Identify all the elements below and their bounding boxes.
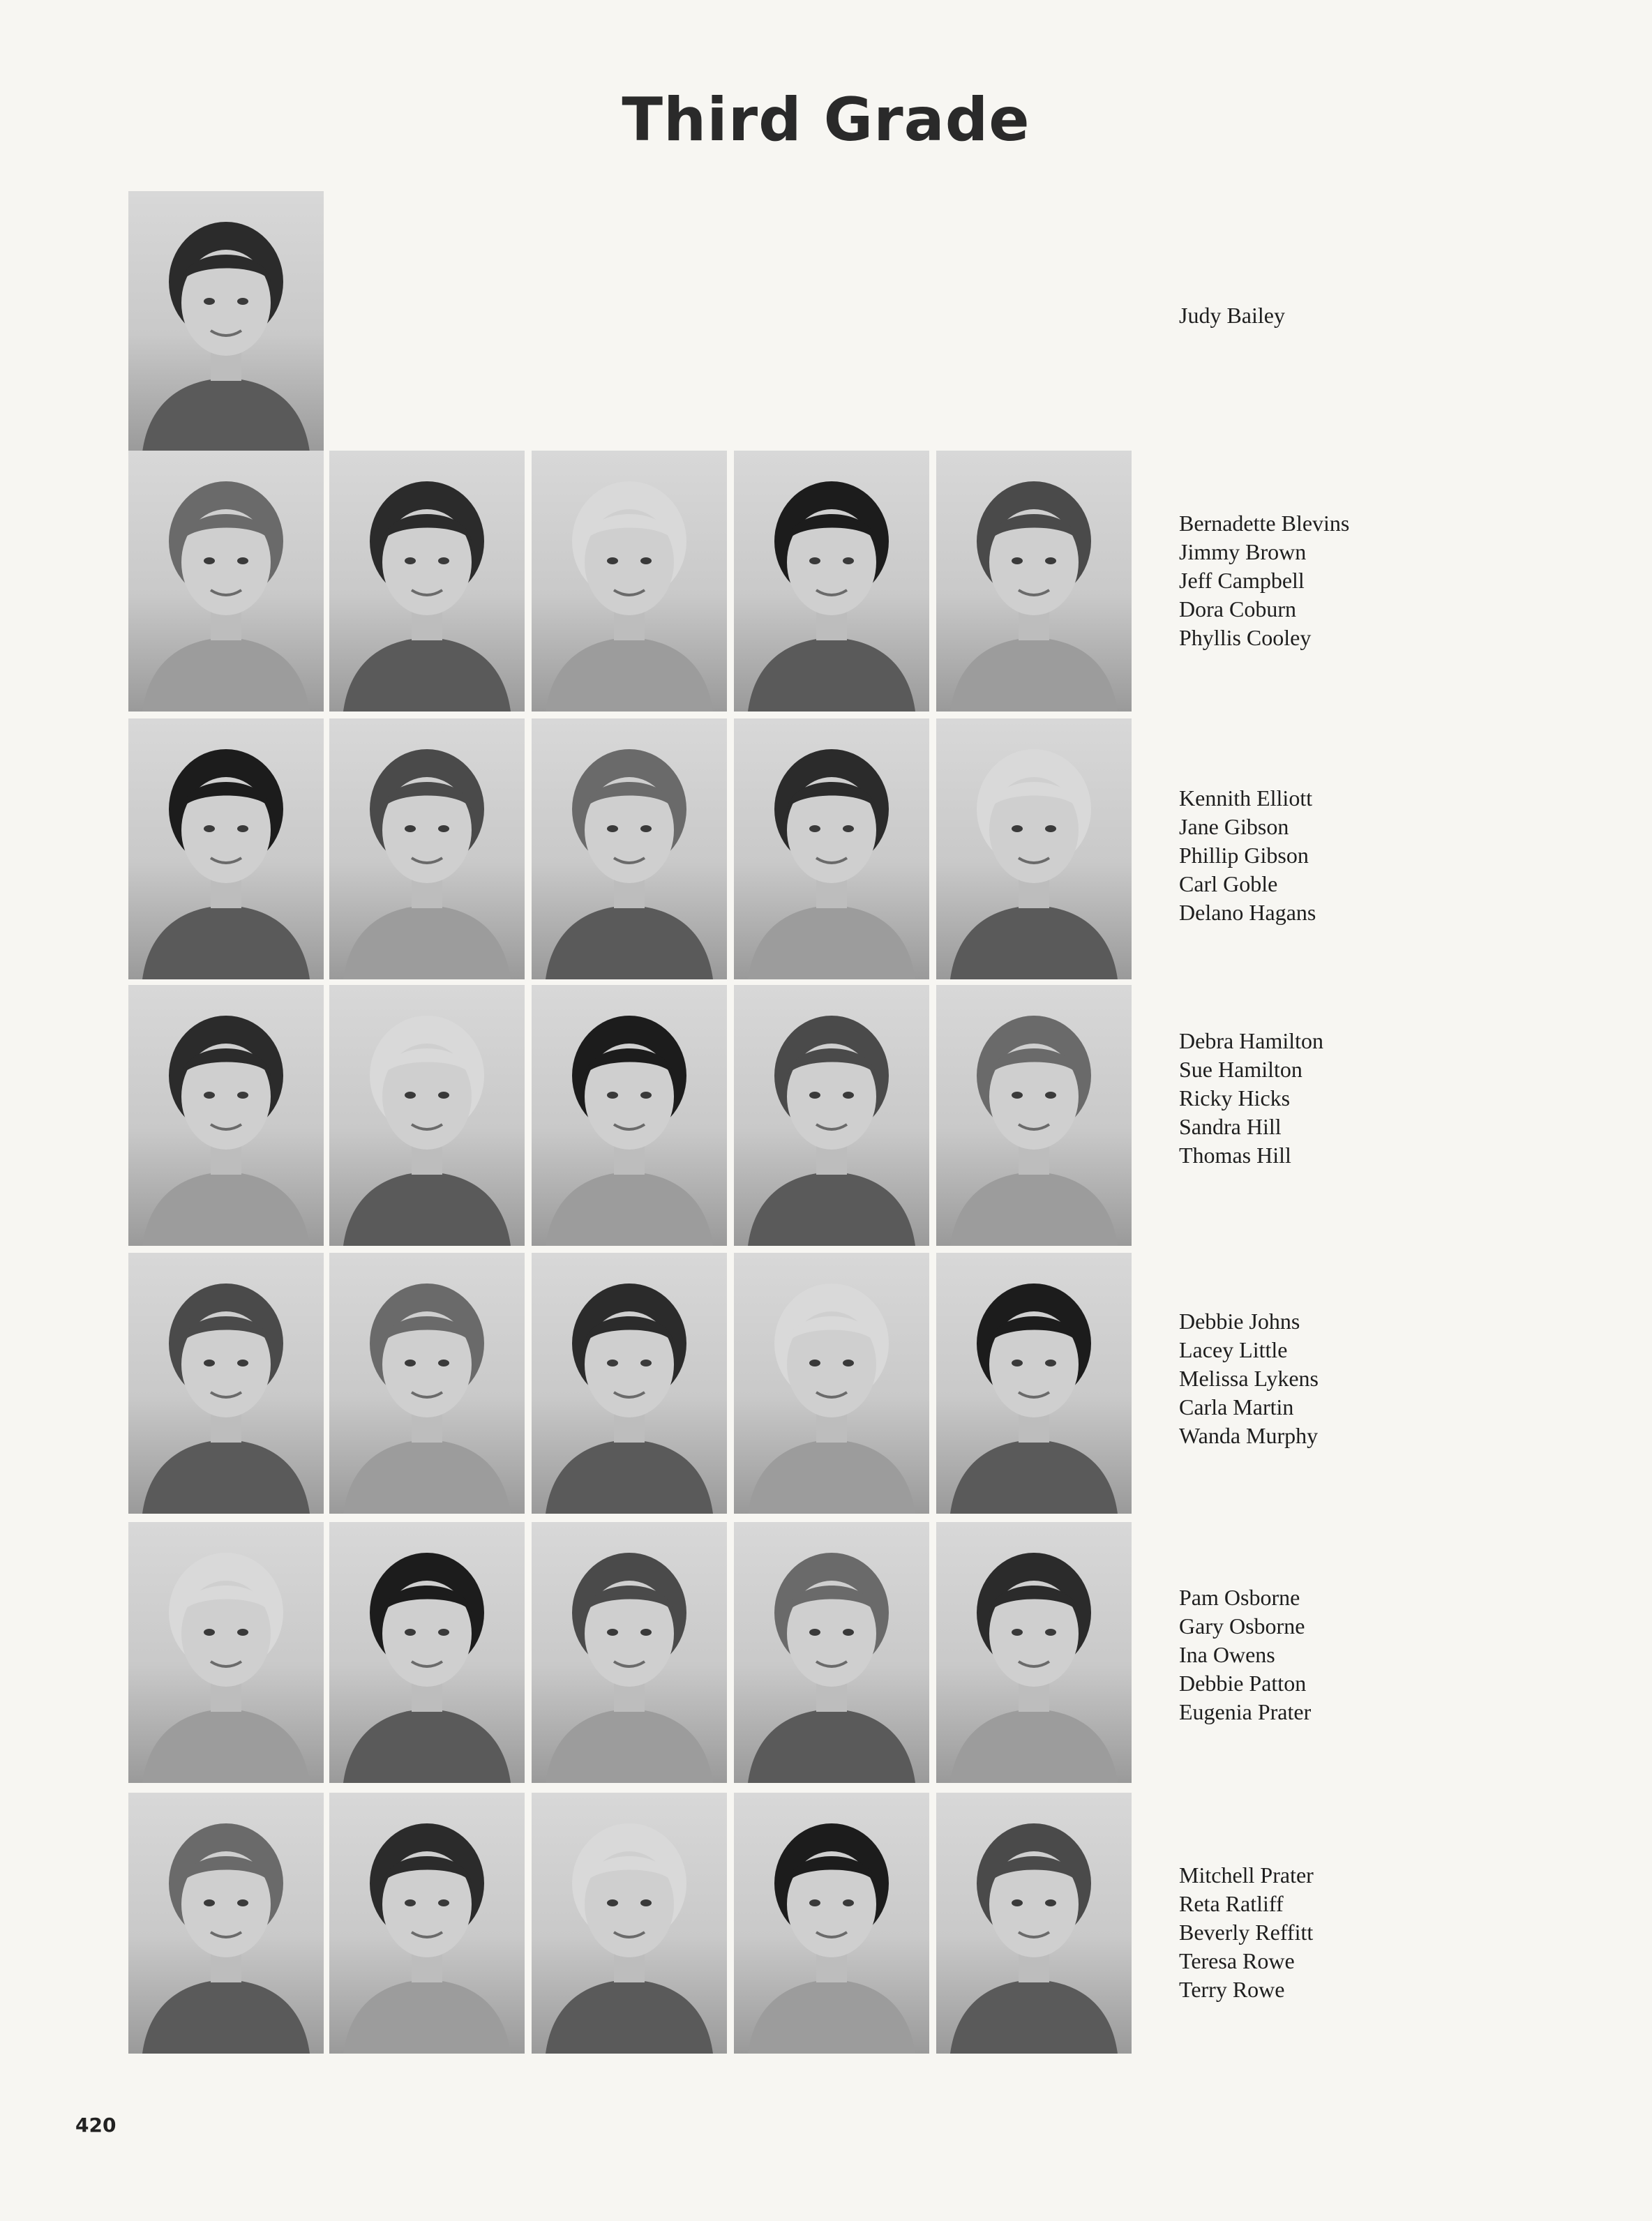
student-photo: [532, 451, 727, 712]
student-name: Sue Hamilton: [1179, 1057, 1302, 1082]
student-photo: [128, 451, 324, 712]
student-photo: [532, 718, 727, 979]
student-name: Eugenia Prater: [1179, 1699, 1312, 1724]
student-name: Carl Goble: [1179, 871, 1278, 896]
student-name: Phillip Gibson: [1179, 843, 1309, 868]
student-photo: [936, 451, 1132, 712]
student-name: Phyllis Cooley: [1179, 625, 1312, 650]
student-photo: [734, 1793, 929, 2054]
student-name: Kennith Elliott: [1179, 785, 1313, 811]
student-photo: [734, 718, 929, 979]
student-name: Carla Martin: [1179, 1394, 1294, 1420]
student-name: Ricky Hicks: [1179, 1085, 1291, 1110]
name-list-row-6: [1179, 1583, 1311, 1726]
student-photo: [128, 1793, 324, 2054]
student-photo: [936, 985, 1132, 1246]
student-photo: [329, 1253, 525, 1514]
student-photo: [532, 985, 727, 1246]
student-photo: [329, 1522, 525, 1783]
student-photo: [532, 1793, 727, 2054]
student-photo: [329, 718, 525, 979]
student-name: Debra Hamilton: [1179, 1028, 1324, 1053]
page-number: 420: [75, 2114, 117, 2137]
student-name: Beverly Reffitt: [1179, 1920, 1314, 1945]
page-title: Third Grade: [622, 85, 1030, 155]
student-photo: [936, 718, 1132, 979]
student-photo: [128, 1522, 324, 1783]
student-photo: [128, 191, 324, 452]
student-name: Thomas Hill: [1179, 1143, 1291, 1168]
student-name: Lacey Little: [1179, 1337, 1288, 1362]
name-list-row-3: [1179, 784, 1316, 927]
student-photo: [936, 1253, 1132, 1514]
student-photo: [936, 1793, 1132, 2054]
student-name: Debbie Johns: [1179, 1309, 1300, 1334]
student-photo: [734, 1253, 929, 1514]
student-photo: [329, 985, 525, 1246]
student-name: Bernadette Blevins: [1179, 511, 1350, 536]
student-name: Gary Osborne: [1179, 1613, 1305, 1639]
name-list-row-1: [1179, 301, 1285, 330]
name-list-row-2: [1179, 509, 1349, 652]
name-list-row-4: [1179, 1027, 1323, 1170]
student-photo: [734, 1522, 929, 1783]
student-photo: [936, 1522, 1132, 1783]
student-name: Jeff Campbell: [1179, 568, 1305, 593]
student-photo: [734, 985, 929, 1246]
student-name: Wanda Murphy: [1179, 1423, 1319, 1448]
student-photo: [329, 1793, 525, 2054]
student-photo: [532, 1253, 727, 1514]
student-name: Debbie Patton: [1179, 1671, 1307, 1696]
student-name: Melissa Lykens: [1179, 1366, 1319, 1391]
student-name: Sandra Hill: [1179, 1114, 1282, 1139]
student-name: Pam Osborne: [1179, 1585, 1300, 1610]
student-photo: [329, 451, 525, 712]
student-name: Jimmy Brown: [1179, 539, 1307, 564]
student-photo: [128, 985, 324, 1246]
student-photo: [128, 718, 324, 979]
student-name: Ina Owens: [1179, 1642, 1275, 1667]
name-list-row-7: [1179, 1861, 1314, 2004]
student-name: Reta Ratliff: [1179, 1891, 1284, 1916]
student-photo: [128, 1253, 324, 1514]
student-name: Delano Hagans: [1179, 900, 1316, 925]
name-list-row-5: [1179, 1307, 1319, 1450]
student-name: Judy Bailey: [1179, 303, 1285, 328]
student-photo: [734, 451, 929, 712]
student-name: Dora Coburn: [1179, 596, 1296, 622]
student-name: Terry Rowe: [1179, 1977, 1285, 2002]
student-name: Mitchell Prater: [1179, 1862, 1314, 1888]
student-name: Teresa Rowe: [1179, 1948, 1295, 1973]
student-photo: [532, 1522, 727, 1783]
student-name: Jane Gibson: [1179, 814, 1289, 839]
